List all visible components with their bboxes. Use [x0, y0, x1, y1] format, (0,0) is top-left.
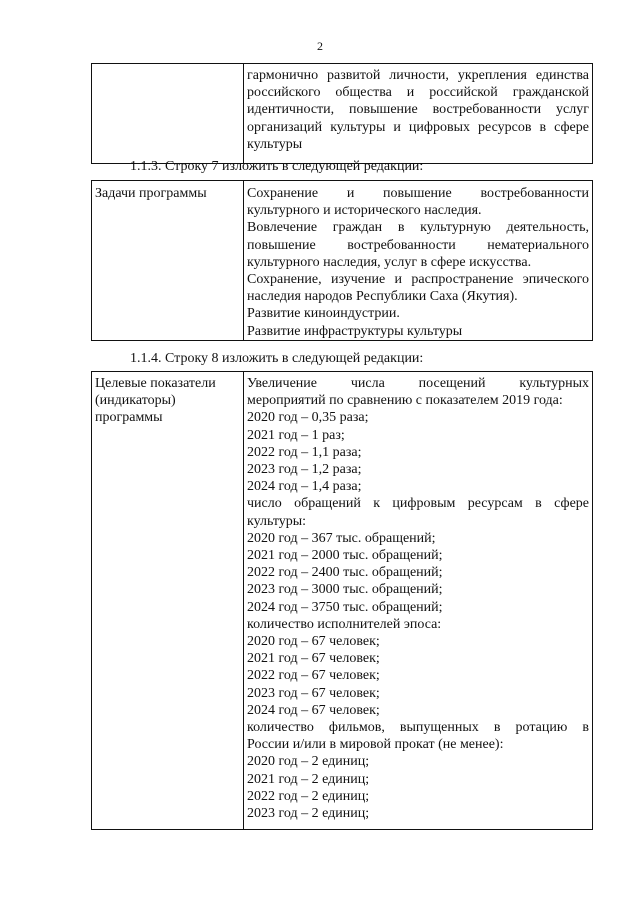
text-line: культурного и исторического наследия.: [247, 203, 482, 219]
table-cell-content: [244, 372, 593, 830]
table-continuation: [91, 63, 593, 164]
table-program-tasks: [91, 180, 593, 341]
text-line: 2024 год – 1,4 раза;: [247, 479, 362, 495]
table-row: [92, 181, 593, 341]
table-cell-content: [244, 181, 593, 341]
text-line: Развитие инфраструктуры культуры: [247, 323, 463, 339]
text-line: 2021 год – 1 раз;: [247, 427, 345, 443]
text-line: 2022 год – 2 единиц;: [247, 788, 370, 804]
text-line: число обращений к цифровым ресурсам в сфере: [247, 496, 589, 512]
text-line: 2024 год – 3750 тыс. обращений;: [247, 599, 443, 615]
text-line: гармонично развитой личности, укрепления единства: [247, 68, 589, 83]
text-line: российского общества и российской гражданской: [247, 85, 589, 101]
text-line: 2021 год – 67 человек;: [247, 651, 380, 667]
text-line: России и/или в мировой прокат (не менее):: [247, 737, 504, 753]
text-line: 2023 год – 67 человек;: [247, 685, 380, 701]
text-line: 2023 год – 3000 тыс. обращений;: [247, 582, 443, 598]
table-row: [92, 372, 593, 830]
text-line: Сохранение, изучение и распространение эпического: [247, 272, 589, 288]
text-line: 2020 год – 367 тыс. обращений;: [247, 530, 436, 546]
text-line: 2023 год – 2 единиц;: [247, 806, 370, 822]
amendment-caption: 1.1.4. Строку 8 изложить в следующей редакции:: [130, 351, 424, 366]
table-cell-label: [92, 372, 244, 830]
table-cell-label: [92, 64, 244, 164]
text-line: 2022 год – 67 человек;: [247, 668, 380, 684]
table-cell-label: Задачи программы: [92, 181, 244, 341]
text-line: наследия народов Республики Саха (Якутия).: [247, 289, 518, 305]
text-line: 2021 год – 2 единиц;: [247, 771, 370, 787]
text-line: 2020 год – 67 человек;: [247, 634, 380, 650]
label-line: программы: [95, 410, 163, 426]
text-line: 2021 год – 2000 тыс. обращений;: [247, 548, 443, 564]
text-line: количество исполнителей эпоса:: [247, 616, 442, 632]
table-target-indicators: [91, 371, 593, 830]
text-line: 2020 год – 0,35 раза;: [247, 410, 369, 426]
text-line: Сохранение и повышение востребованности: [247, 186, 589, 201]
text-line: Увеличение числа посещений культурных: [247, 376, 589, 391]
page-number: 2: [317, 39, 323, 53]
text-line: повышение востребованности нематериального: [247, 237, 589, 253]
text-line: культуры:: [247, 513, 307, 529]
text-line: количество фильмов, выпущенных в ротацию в: [247, 720, 589, 736]
label-line: (индикаторы): [95, 393, 176, 409]
text-line: мероприятий по сравнению с показателем 2019 года:: [247, 393, 563, 409]
table-row: [92, 64, 593, 164]
text-line: 2020 год – 2 единиц;: [247, 754, 370, 770]
amendment-caption: 1.1.3. Строку 7 изложить в следующей редакции:: [130, 159, 424, 174]
text-line: 2022 год – 1,1 раза;: [247, 444, 362, 460]
label-line: Целевые показатели: [95, 376, 216, 391]
text-line: культуры: [247, 136, 303, 152]
text-line: Развитие киноиндустрии.: [247, 306, 400, 322]
table-cell-content: [244, 64, 593, 164]
text-line: идентичности, повышение востребованности услуг: [247, 102, 589, 118]
text-line: 2024 год – 67 человек;: [247, 702, 380, 718]
text-line: 2022 год – 2400 тыс. обращений;: [247, 565, 443, 581]
text-line: культурного наследия, услуг в сфере искусства.: [247, 254, 532, 270]
text-line: организаций культуры и цифровых ресурсов в сфере: [247, 119, 589, 135]
text-line: 2023 год – 1,2 раза;: [247, 462, 362, 478]
text-line: Вовлечение граждан в культурную деятельность,: [247, 220, 589, 236]
